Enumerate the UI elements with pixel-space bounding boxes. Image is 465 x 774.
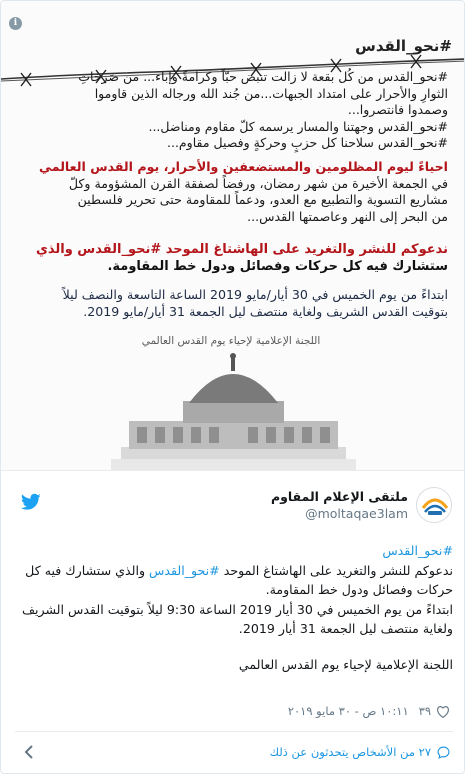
- author-display-name[interactable]: ملتقى الإعلام المقاوم: [270, 489, 408, 504]
- reply-icon: [437, 746, 450, 759]
- hashtag-link[interactable]: #نحو_القدس: [382, 543, 453, 558]
- tweet-meta: [12, 701, 450, 721]
- poster-call-text: ندعوكم للنشر والتغريد على الهاشتاغ الموحد #نحو_القدس والذي ستشارك فيه كل حركات وفصائل ودول خط المقاومة.: [35, 242, 448, 275]
- avatar-logo-icon: [417, 488, 452, 523]
- poster-image[interactable]: [1, 1, 465, 471]
- avatar[interactable]: [416, 487, 452, 523]
- tweet-signature: اللجنة الإعلامية لإحياء يوم القدس العالمي: [238, 656, 453, 672]
- tweet-header: [1, 479, 465, 529]
- author-handle[interactable]: @moltaqae3lam: [305, 506, 408, 521]
- tweet-text: #نحو_القدس ندعوكم للنشر والتغريد على الهاشتاغ الموحد #نحو_القدس والذي ستشارك فيه كل حركات وفصائل ودول خط المقاومة. ابتداءً من يوم الخميس في 30 أيار 2019 الساعة 9:30 ليلاً بتوقيت القدس الشريف ولغاية منتصف ليل الجمعة 31 أيار 2019. اللجنة الإعلامية لإحياء يوم القدس العالمي: [15, 541, 453, 674]
- poster-time-text: ابتداءً من يوم الخميس في 30 أيار/مايو 2019 الساعة التاسعة والنصف ليلاً بتوقيت القدس الشريف ولغاية منتصف ليل الجمعة 31 أيار/مايو 2019.: [62, 287, 448, 319]
- poster-hashtag: #نحو_القدس: [355, 37, 452, 55]
- like-button[interactable]: [419, 704, 450, 718]
- author-names[interactable]: [271, 489, 408, 521]
- people-talking-link[interactable]: ٢٧ من الأشخاص يتحدثون عن ذلك: [270, 745, 450, 759]
- poster-intro-text: #نحو_القدس من كُل بقعة لا زالت تنبض حبّاً وكرامةً وإباء... من صَرخاتِ الثوارِ والأحرار على امتداد الجبهات...من جُند الله ورجاله الذين قاوموا وصمدوا فانتصروا... #نحو_القدس وجهتنا والمسار يرسمه كلّ مقاوم ومناضل... #نحو_القدس سلاحنا كل حزبٍ وحركةٍ وفصيل مقاوم...: [78, 69, 448, 150]
- heart-icon: [436, 705, 450, 718]
- poster-committee-label: اللجنة الإعلامية لإحياء يوم القدس العالمي: [141, 335, 321, 347]
- dome-of-the-rock-graphic: [111, 351, 356, 471]
- poster-occasion-text: احياءً ليوم المظلومين والمستضعفين والأحرار، يوم القدس العالمي في الجمعة الأخيرة من شهر رمضان، ورفضاً لصفقة القرن المشؤومة وكلّ مشاريع التسوية والتطبيع مع العدو، ودعماً للمقاومة حتى تحرير فلسطين من البحر إلى النهر وعاصمتها القدس...: [39, 159, 448, 224]
- hashtag-link-inline[interactable]: #نحو_القدس: [149, 562, 220, 578]
- tweet-footer: [1, 734, 465, 772]
- divider: [15, 731, 453, 732]
- chevron-right-icon[interactable]: [23, 744, 35, 760]
- info-icon[interactable]: i: [9, 17, 22, 30]
- tweet-timestamp[interactable]: ١٠:١١ ص - ٣٠ مايو ٢٠١٩: [287, 704, 409, 718]
- like-count: ٣٩: [418, 704, 431, 718]
- twitter-bird-icon[interactable]: [21, 493, 41, 511]
